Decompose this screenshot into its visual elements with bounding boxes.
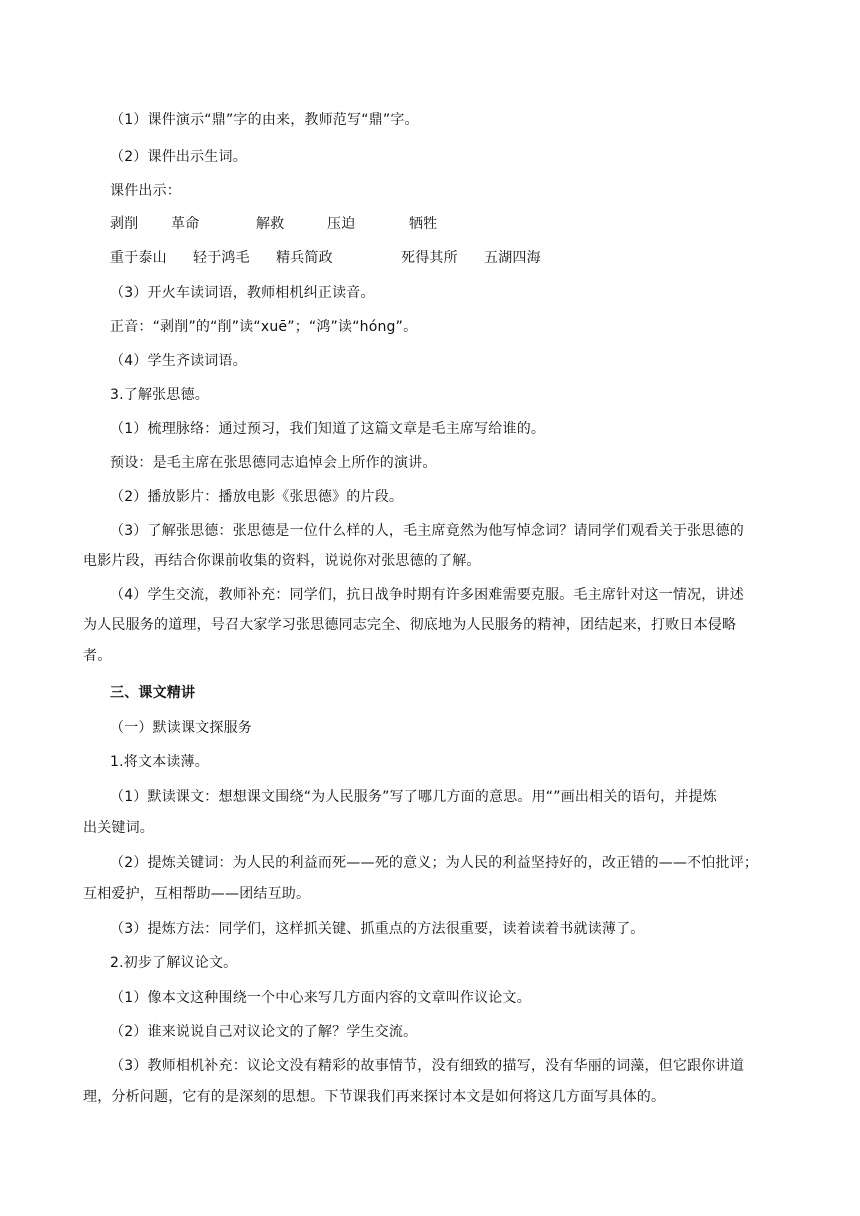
- vocab-word: 压迫: [327, 216, 356, 232]
- paragraph-play-film: （2）播放影片：播放电影《张思德》的片段。: [110, 489, 404, 505]
- paragraph-silent-read: （1）默读课文：想想课文围绕“为人民服务”写了哪几方面的意思。用“”画出相关的语句，并提炼: [110, 789, 717, 805]
- paragraph-method: （3）提炼方法：同学们，这样抓关键、抓重点的方法很重要，读着读着书就读薄了。: [110, 921, 645, 937]
- vocab-word: 轻于鸿毛: [193, 250, 250, 266]
- paragraph-student-exchange: （4）学生交流，教师补充：同学们，抗日战争时期有许多困难需要克服。毛主席针对这一情况，讲述: [110, 587, 744, 603]
- vocab-word: 重于泰山: [110, 250, 167, 266]
- paragraph-courseware-ding: （1）课件演示“鼎”字的由来，教师范写“鼎”字。: [110, 112, 419, 128]
- vocab-row-2: [0, 248, 860, 268]
- section-heading-text-study: 三、课文精讲: [110, 685, 196, 701]
- paragraph-understand-zhang-cont: 电影片段，再结合你课前收集的资料，说说你对张思德的了解。: [83, 553, 481, 569]
- vocab-word: 五湖四海: [484, 250, 541, 266]
- paragraph-teacher-supplement: （3）教师相机补充：议论文没有精彩的故事情节，没有细致的描写，没有华丽的词藻，但它跟你讲道: [110, 1058, 744, 1074]
- heading-argumentative: 2.初步了解议论文。: [110, 955, 238, 971]
- vocab-word: 解救: [256, 216, 285, 232]
- paragraph-argumentative-def: （1）像本文这种围绕一个中心来写几方面内容的文章叫作议论文。: [110, 990, 531, 1006]
- subheading-silent-reading: （一）默读课文探服务: [110, 720, 252, 736]
- paragraph-who-explains: （2）谁来说说自己对议论文的了解？学生交流。: [110, 1024, 418, 1040]
- paragraph-courseware-show: 课件出示：: [110, 183, 181, 199]
- vocab-word: 牺牲: [409, 216, 438, 232]
- paragraph-read-together: （4）学生齐读词语。: [110, 353, 247, 369]
- vocab-word: 死得其所: [401, 250, 458, 266]
- paragraph-train-reading: （3）开火车读词语，教师相机纠正读音。: [110, 285, 375, 301]
- paragraph-outline: （1）梳理脉络：通过预习，我们知道了这篇文章是毛主席写给谁的。: [110, 421, 546, 437]
- paragraph-silent-read-cont: 出关键词。: [83, 820, 154, 836]
- paragraph-understand-zhang: （3）了解张思德：张思德是一位什么样的人，毛主席竟然为他写悼念词？请同学们观看关于张思德的: [110, 523, 744, 539]
- heading-know-zhang: 3.了解张思德。: [110, 387, 209, 403]
- paragraph-pronunciation: 正音：“剥削”的“削”读“xuē”；“鸿”读“hóng”。: [110, 319, 418, 335]
- paragraph-show-vocab: （2）课件出示生词。: [110, 149, 247, 165]
- vocab-word: 剥削: [110, 216, 139, 232]
- heading-read-thin: 1.将文本读薄。: [110, 754, 209, 770]
- paragraph-student-exchange-end: 者。: [83, 648, 112, 664]
- paragraph-student-exchange-cont: 为人民服务的道理，号召大家学习张思德同志完全、彻底地为人民服务的精神，团结起来，打败日本侵略: [83, 617, 737, 633]
- paragraph-preset: 预设：是毛主席在张思德同志追悼会上所作的演讲。: [110, 455, 437, 471]
- vocab-word: 革命: [171, 216, 200, 232]
- vocab-row-1: [0, 214, 860, 234]
- paragraph-keywords-cont: 互相爱护，互相帮助——团结互助。: [83, 886, 311, 902]
- vocab-word: 精兵简政: [276, 250, 333, 266]
- paragraph-keywords: （2）提炼关键词：为人民的利益而死——死的意义；为人民的利益坚持好的，改正错的——不怕批评；: [110, 855, 759, 871]
- paragraph-teacher-supplement-cont: 理，分析问题，它有的是深刻的思想。下节课我们再来探讨本文是如何将这几方面写具体的。: [83, 1089, 666, 1105]
